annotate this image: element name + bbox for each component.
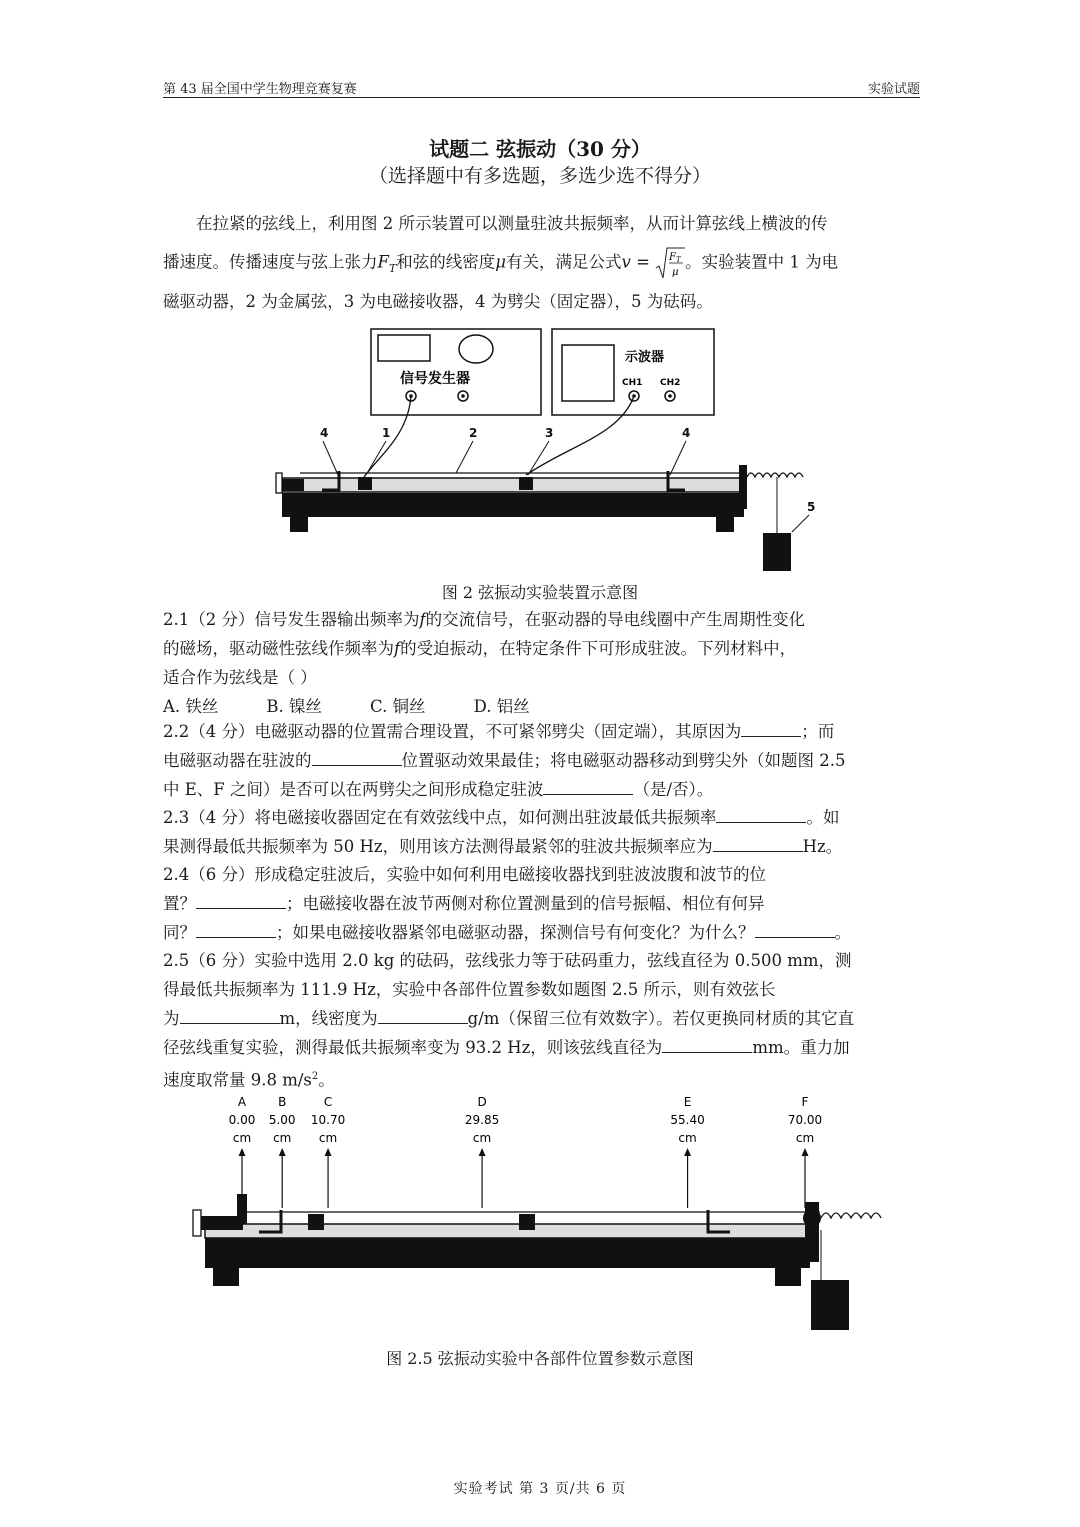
answer-blank[interactable] bbox=[312, 765, 402, 766]
answer-blank[interactable] bbox=[741, 736, 801, 737]
q21-line-1: 2.1（2 分）信号发生器输出频率为𝑓的交流信号，在驱动器的导电线圈中产生周期性变化 bbox=[163, 610, 806, 629]
signal-generator-display bbox=[378, 335, 430, 361]
q24-line-3: 同？ ；如果电磁接收器紧邻电磁驱动器，探测信号有何变化？为什么？ 。 bbox=[163, 923, 851, 942]
marker-arrowhead-b bbox=[279, 1148, 286, 1156]
answer-blank[interactable] bbox=[716, 822, 806, 823]
answer-blank[interactable] bbox=[196, 937, 276, 938]
question-2-1 bbox=[163, 605, 920, 721]
problem-title: 试题二 弦振动（30 分） bbox=[429, 137, 651, 161]
rail-base-2-5 bbox=[205, 1238, 810, 1268]
svg-text:μ: μ bbox=[672, 267, 679, 278]
q25-line-3: 为 m，线密度为 g/m（保留三位有效数字）。若仅更换同材质的其它直 bbox=[163, 1009, 855, 1028]
marker-letter-c: C bbox=[323, 1095, 333, 1109]
q22-line-1: 2.2（4 分）电磁驱动器的位置需合理设置，不可紧邻劈尖（固定端），其原因为 ；而 bbox=[163, 722, 835, 741]
header-rule bbox=[163, 97, 920, 98]
marker-letter-f: F bbox=[801, 1095, 809, 1109]
answer-blank[interactable] bbox=[180, 1023, 280, 1024]
formula-sqrt bbox=[655, 246, 685, 280]
spring bbox=[747, 473, 803, 477]
q22-line-2: 电磁驱动器在驻波的 位置驱动效果最佳；将电磁驱动器移动到劈尖外（如题图 2.5 bbox=[163, 751, 846, 770]
marker-unit-d: cm bbox=[472, 1131, 492, 1145]
marker-unit-e: cm bbox=[678, 1131, 697, 1145]
option-b: B. 镍丝 bbox=[266, 697, 323, 716]
marker-letter-e: E bbox=[683, 1095, 692, 1109]
question-2-5 bbox=[163, 946, 920, 1095]
intro-paragraph bbox=[163, 209, 920, 316]
fig2-label-4-left: 4 bbox=[320, 426, 329, 440]
marker-unit-c: cm bbox=[318, 1131, 338, 1145]
question-2-3 bbox=[163, 803, 920, 861]
marker-unit-b: cm bbox=[273, 1131, 292, 1145]
q25-line-1: 2.5（6 分）实验中选用 2.0 kg 的砝码，弦线张力等于砝码重力，弦线直径为 0.500 mm，测 bbox=[163, 951, 852, 970]
weight bbox=[763, 533, 791, 571]
marker-value-a: 0.00 bbox=[228, 1113, 256, 1127]
intro-line-3: 磁驱动器，2 为金属弦，3 为电磁接收器，4 为劈尖（固定器），5 为砝码。 bbox=[163, 291, 713, 311]
clamp-post-a bbox=[237, 1194, 247, 1224]
marker-arrowhead-c bbox=[325, 1148, 332, 1156]
receiver-block bbox=[519, 477, 533, 490]
fig2-label-5: 5 bbox=[807, 500, 816, 514]
answer-blank[interactable] bbox=[378, 1023, 468, 1024]
ch1-label: CH1 bbox=[622, 378, 643, 388]
q25-line-4: 径弦线重复实验，测得最低共振频率变为 93.2 Hz，则该弦线直径为 mm。重力加 bbox=[163, 1038, 850, 1057]
driver-c bbox=[308, 1214, 324, 1230]
marker-value-f: 70.00 bbox=[787, 1113, 823, 1127]
q21-line-3: 适合作为弦线是（ ） bbox=[163, 668, 317, 687]
marker-arrowhead-a bbox=[239, 1148, 246, 1156]
marker-arrowhead-f bbox=[802, 1148, 809, 1156]
oscilloscope-screen bbox=[562, 345, 614, 401]
signal-generator-knob bbox=[459, 335, 493, 363]
ch2-label: CH2 bbox=[660, 378, 681, 388]
question-2-4 bbox=[163, 860, 920, 947]
figure-2-caption: 图 2 弦振动实验装置示意图 bbox=[441, 583, 639, 602]
weight-2-5 bbox=[811, 1280, 849, 1330]
marker-unit-f: cm bbox=[795, 1131, 815, 1145]
q22-line-3: 中 E、F 之间）是否可以在两劈尖之间形成稳定驻波 （是/否）。 bbox=[163, 780, 714, 799]
marker-value-e: 55.40 bbox=[670, 1113, 705, 1127]
driver-block bbox=[358, 477, 372, 490]
header-left: 第 43 届全国中学生物理竞赛复赛 bbox=[163, 82, 357, 97]
problem-subtitle: （选择题中有多选题，多选少选不得分） bbox=[368, 165, 711, 187]
q25-line-2: 得最低共振频率为 111.9 Hz，实验中各部件位置参数如题图 2.5 所示，则有效弦长 bbox=[163, 980, 776, 999]
intro-line-1: 在拉紧的弦线上，利用图 2 所示装置可以测量驻波共振频率，从而计算弦线上横波的传 bbox=[196, 214, 828, 233]
fig2-label-3: 3 bbox=[545, 426, 554, 440]
page-footer: 实验考试 第 3 页/共 6 页 bbox=[453, 1481, 627, 1497]
pulley-post bbox=[739, 465, 747, 509]
spring-2-5 bbox=[821, 1213, 881, 1218]
marker-letter-a: A bbox=[237, 1095, 247, 1109]
fig2-label-2: 2 bbox=[469, 426, 478, 440]
signal-generator-label: 信号发生器 bbox=[400, 371, 470, 387]
svg-text:F: F bbox=[669, 252, 677, 263]
answer-blank[interactable] bbox=[713, 851, 803, 852]
marker-letter-d: D bbox=[477, 1095, 487, 1109]
figure-2-apparatus bbox=[260, 325, 820, 575]
oscilloscope-label: 示波器 bbox=[625, 350, 665, 365]
figure-2-5-caption: 图 2.5 弦振动实验中各部件位置参数示意图 bbox=[386, 1349, 694, 1368]
marker-arrowhead-d bbox=[479, 1148, 486, 1156]
option-c: C. 铜丝 bbox=[370, 697, 426, 716]
answer-blank[interactable] bbox=[755, 937, 835, 938]
marker-value-d: 29.85 bbox=[464, 1113, 500, 1127]
receiver-d bbox=[519, 1214, 535, 1230]
svg-text:T: T bbox=[676, 256, 681, 264]
answer-blank[interactable] bbox=[662, 1052, 752, 1053]
option-d: D. 铝丝 bbox=[473, 697, 530, 716]
q21-line-2: 的磁场，驱动磁性弦线作频率为𝑓的受迫振动，在特定条件下可形成驻波。下列材料中， bbox=[163, 639, 797, 658]
q23-line-1: 2.3（4 分）将电磁接收器固定在有效弦线中点，如何测出驻波最低共振频率 。如 bbox=[163, 808, 840, 827]
marker-value-b: 5.00 bbox=[268, 1113, 296, 1127]
answer-blank[interactable] bbox=[543, 794, 633, 795]
marker-unit-a: cm bbox=[232, 1131, 252, 1145]
question-2-2 bbox=[163, 717, 920, 804]
intro-line-2: 播速度。传播速度与弦上张力$F_T$和弦的线密度μ有关，满足公式v = F T μ 。实验装置中 1 为电 bbox=[163, 246, 920, 283]
q23-line-2: 果测得最低共振频率为 50 Hz，则用该方法测得最紧邻的驻波共振频率应为 Hz。 bbox=[163, 837, 843, 856]
header-right: 实验试题 bbox=[867, 82, 920, 97]
marker-letter-b: B bbox=[278, 1095, 287, 1109]
option-a: A. 铁丝 bbox=[163, 697, 219, 716]
rail-base bbox=[282, 493, 744, 517]
fig2-label-1: 1 bbox=[382, 426, 391, 440]
q24-line-1: 2.4（6 分）形成稳定驻波后，实验中如何利用电磁接收器找到驻波波腹和波节的位 bbox=[163, 865, 766, 884]
q25-line-5: 速度取常量 9.8 $m/s^2$。 bbox=[163, 1070, 335, 1090]
q24-line-2: 置？ ；电磁接收器在波节两侧对称位置测量到的信号振幅、相位有何异 bbox=[163, 894, 765, 913]
figure-2-5-positions bbox=[185, 1090, 905, 1340]
fig2-label-4-right: 4 bbox=[682, 426, 691, 440]
marker-arrowhead-e bbox=[684, 1148, 691, 1156]
marker-value-c: 10.70 bbox=[310, 1113, 346, 1127]
answer-blank[interactable] bbox=[196, 908, 286, 909]
